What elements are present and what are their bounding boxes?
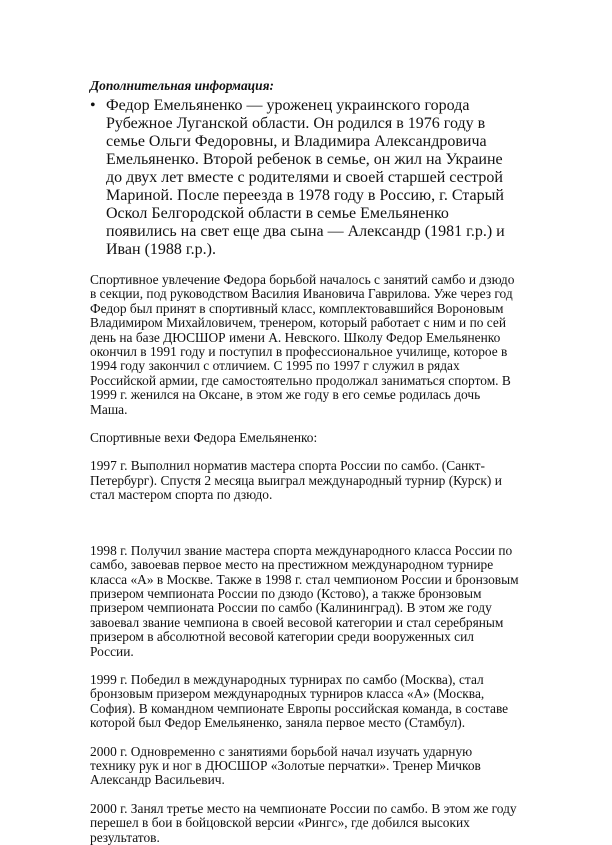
paragraph-1998: 1998 г. Получил звание мастера спорта международного класса России по самбо, завоевав первое место на престижном международном турнире класса «А» в Москве. Также в 1998 г. стал чемпионом России и бронзовым призером чемпионата России по дзюдо (Кстово), а также бронзовым призером чемпионата России по самбо (Калининград). В этом же году завоевал звание чемпиона в своей весовой категории и стал серебряным призером в абсолютной весовой категории среди вооруженных сил России. <box>90 542 519 659</box>
paragraph-2000-boxing: 2000 г. Одновременно с занятиями борьбой начал изучать ударную технику рук и ног в ДЮСШОР «Золотые перчатки». Тренер Мичков Александр Васильевич. <box>90 743 481 788</box>
paragraph-early-sport: Спортивное увлечение Федора борьбой началось с занятий самбо и дзюдо в секции, под руководством Василия Ивановича Гаврилова. Уже через год Федор был принят в спортивный класс, комплектовавшийся Вороновым Владимиром Михайловичем, тренером, который работает с ним и по сей день на базе ДЮСШОР имени А. Невского. Школу Федор Емельяненко окончил в 1991 году и поступил в профессиональное училище, которое в 1994 году закончил с отличием. С 1995 по 1997 г служил в рядах Российской армии, где самостоятельно продолжал заниматься спортом. В 1999 г. женился на Оксане, в этом же году в его семье родилась дочь Маша. <box>90 272 515 417</box>
spacer <box>90 517 520 544</box>
paragraph-1997: 1997 г. Выполнил норматив мастера спорта России по самбо. (Санкт-Петербург). Спустя 2 месяца выиграл международный турнир (Курск) и стал мастером спорта по дзюдо. <box>90 458 502 503</box>
bullet-list <box>90 97 520 259</box>
paragraph-2000-rings: 2000 г. Занял третье место на чемпионате России по самбо. В этом же году перешел в бои в бойцовской версии «Рингс», где добился высоких результатов. <box>90 800 517 845</box>
paragraph-milestones-title: Спортивные вехи Федора Емельяненко: <box>90 430 318 446</box>
section-heading: Дополнительная информация: <box>90 78 274 93</box>
paragraph-1999: 1999 г. Победил в международных турнирах по самбо (Москва), стал бронзовым призером международных турниров класса «А» (Москва, София). В командном чемпионате Европы российская команда, в составе которой был Федор Емельяненко, заняла первое место (Стамбул). <box>90 671 509 731</box>
bullet-item <box>90 97 520 259</box>
bullet-text: Федор Емельяненко — уроженец украинского города Рубежное Луганской области. Он родился в 1976 году в семье Ольги Федоровны, и Владимира Александровича Емельяненко. Второй ребенок в семье, он жил на Украине до двух лет вместе с родителями и своей старшей сестрой Мариной. После переезда в 1978 году в Россию, г. Старый Оскол Белгородской области в семье Емельяненко появились на свет еще два сына — Александр (1981 г.р.) и Иван (1988 г.р.). <box>106 97 505 258</box>
bullet-dot-icon: • <box>90 97 96 114</box>
